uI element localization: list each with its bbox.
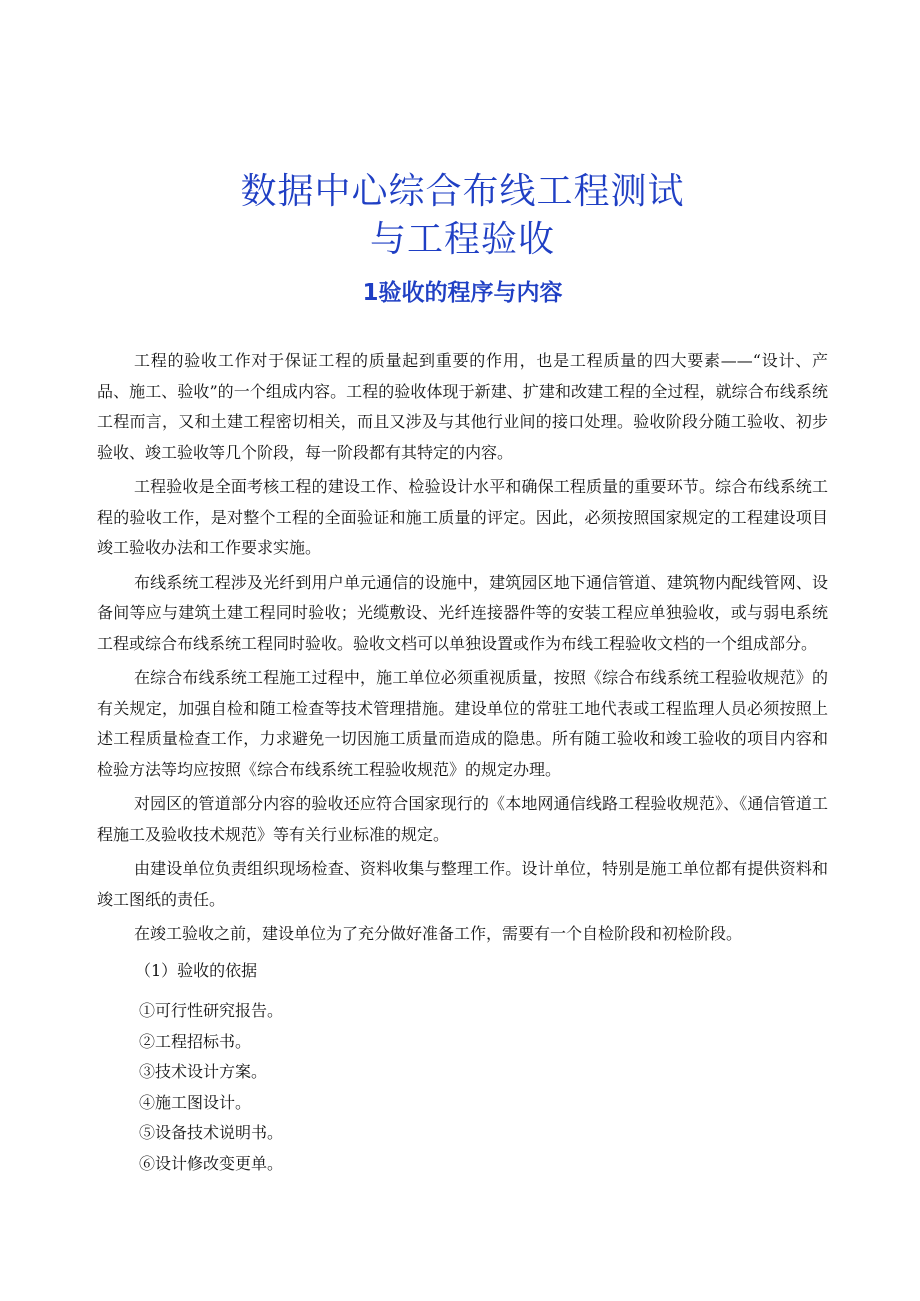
list-item: ②工程招标书。 [139, 1031, 252, 1051]
paragraph: 由建设单位负责组织现场检查、资料收集与整理工作。设计单位，特别是施工单位都有提供资料和竣工图纸的责任。 [97, 859, 828, 909]
paragraph: 布线系统工程涉及光纤到用户单元通信的设施中，建筑园区地下通信管道、建筑物内配线管网、设备间等应与建筑土建工程同时验收；光缆敷设、光纤连接器件等的安装工程应单独验收，或与弱电系统工程或综合布线系统工程同时验收。验收文档可以单独设置或作为布线工程验收文档的一个组成部分。 [97, 572, 828, 653]
document-body [97, 346, 828, 1179]
section-subtitle: 1验收的程序与内容 [362, 280, 563, 306]
list-item: ⑥设计修改变更单。 [139, 1153, 284, 1173]
list-item: ③技术设计方案。 [139, 1062, 268, 1081]
paragraph: 在竣工验收之前，建设单位为了充分做好准备工作，需要有一个自检阶段和初检阶段。 [134, 924, 743, 943]
document-title [97, 168, 828, 264]
list-item: ④施工图设计。 [139, 1092, 252, 1112]
title-line-1: 数据中心综合布线工程测试 [240, 171, 685, 212]
paragraph: 工程验收是全面考核工程的建设工作、检验设计水平和确保工程质量的重要环节。综合布线系统工程的验收工作，是对整个工程的全面验证和施工质量的评定。因此，必须按照国家规定的工程建设项目竣工验收办法和工作要求实施。 [97, 477, 828, 557]
section-heading: （1）验收的依据 [135, 960, 258, 980]
paragraph: 在综合布线系统工程施工过程中，施工单位必须重视质量，按照《综合布线系统工程验收规范》的有关规定，加强自检和随工检查等技术管理措施。建设单位的常驻工地代表或工程监理人员必须按照上述工程质量检查工作，力求避免一切因施工质量而造成的隐患。所有随工验收和竣工验收的项目内容和检验方法等均应按照《综合布线系统工程验收规范》的规定办理。 [97, 668, 828, 779]
basis-list [97, 996, 828, 1179]
paragraph: 工程的验收工作对于保证工程的质量起到重要的作用，也是工程质量的四大要素——“设计、产品、施工、验收”的一个组成内容。工程的验收体现于新建、扩建和改建工程的全过程，就综合布线系统工程而言，又和土建工程密切相关，而且又涉及与其他行业间的接口处理。验收阶段分随工验收、初步验收、竣工验收等几个阶段，每一阶段都有其特定的内容。 [97, 351, 828, 462]
paragraph: 对园区的管道部分内容的验收还应符合国家现行的《本地网通信线路工程验收规范》、《通信管道工程施工及验收技术规范》等有关行业标准的规定。 [97, 794, 828, 844]
list-item: ①可行性研究报告。 [139, 1001, 284, 1020]
title-line-2: 与工程验收 [369, 219, 555, 260]
list-item: ⑤设备技术说明书。 [139, 1123, 284, 1142]
